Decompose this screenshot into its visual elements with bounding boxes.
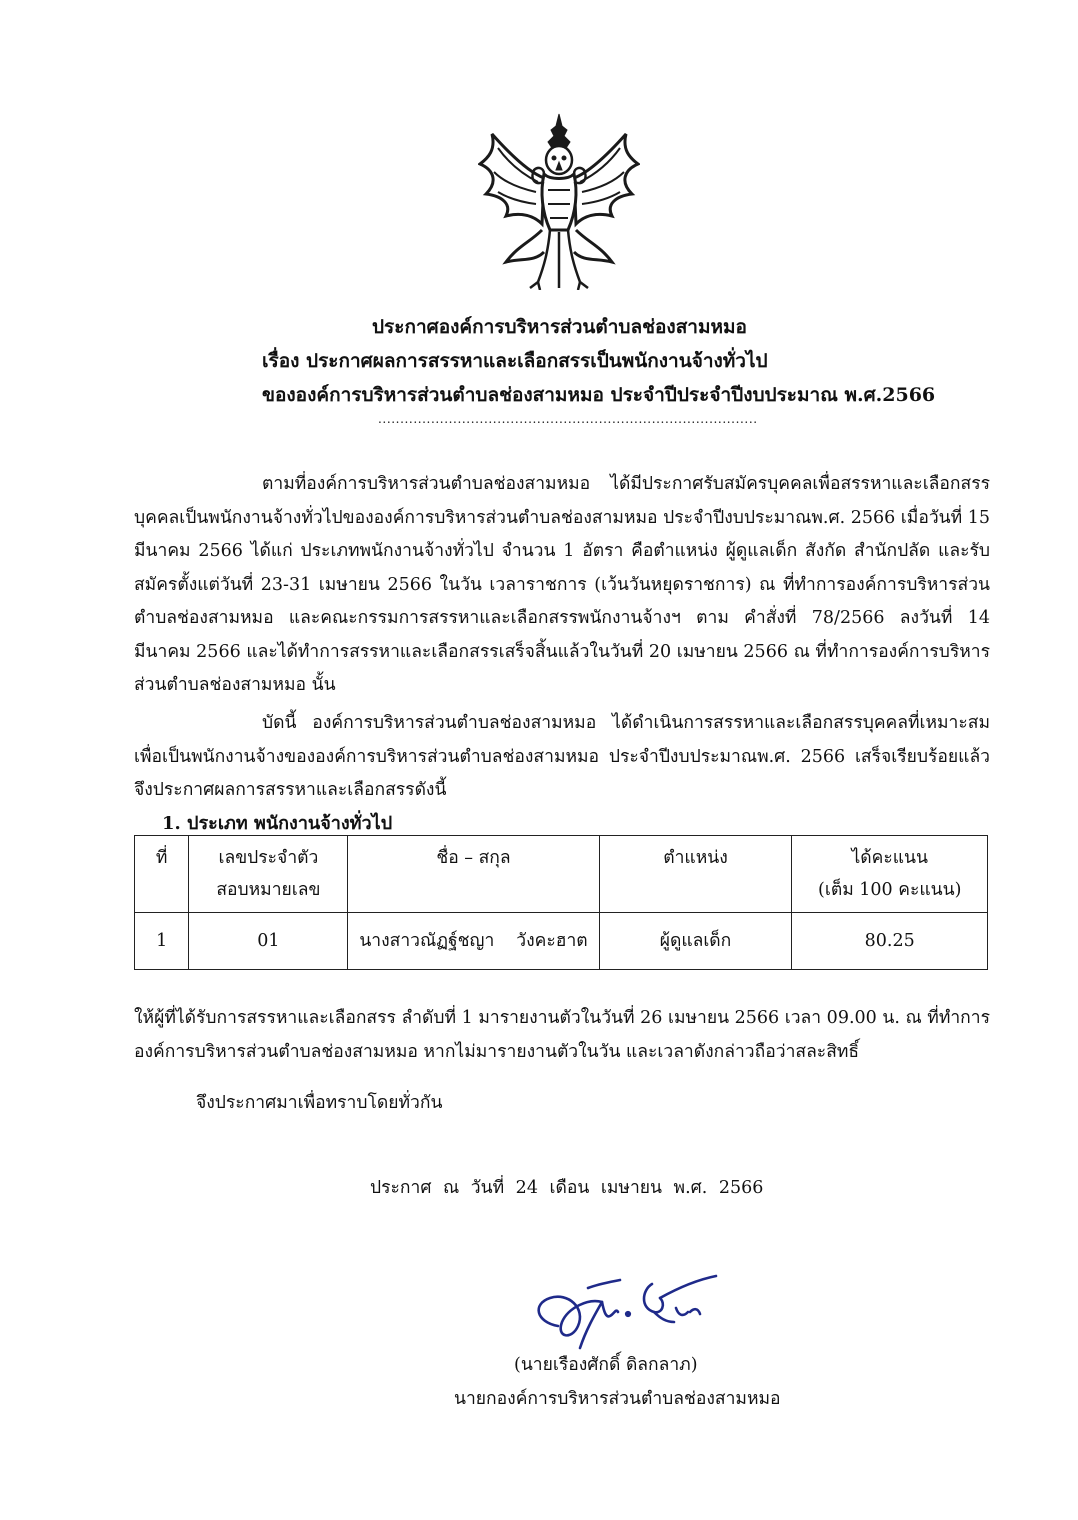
table-row xyxy=(135,913,988,970)
header-name: ชื่อ – สกุล xyxy=(348,836,599,913)
cell-name xyxy=(348,913,599,970)
body-paragraph-1: ตามที่องค์การบริหารส่วนตำบลช่องสามหมอ ได้มีประกาศรับสมัครบุคคลเพื่อสรรหาและเลือกสรรบุคคลเป็นพนักงานจ้างทั่วไปขององค์การบริหารส่วนตำบลช่องสามหมอ ประจำปีงบประมาณพ.ศ. 2566 เมื่อวันที่ 15 มีนาคม 2566 ได้แก่ ประเภทพนักงานจ้างทั่วไป จำนวน 1 อัตรา คือตำแหน่ง ผู้ดูแลเด็ก สังกัด สำนักปลัด และรับสมัครตั้งแต่วันที่ 23-31 เมษายน 2566 ในวัน เวลาราชการ (เว้นวันหยุดราชการ) ณ ที่ทำการองค์การบริหารส่วนตำบลช่องสามหมอ และคณะกรรมการสรรหาและเลือกสรรพนักงานจ้างฯ ตาม คำสั่งที่ 78/2566 ลงวันที่ 14 มีนาคม 2566 และได้ทำการสรรหาและเลือกสรรเสร็จสิ้นแล้วในวันที่ 20 เมษายน 2566 ณ ที่ทำการองค์การบริหารส่วนตำบลช่องสามหมอ นั้น xyxy=(134,474,990,695)
header-exam-id xyxy=(189,836,348,913)
results-table xyxy=(134,835,988,970)
signatory-title: นายกองค์การบริหารส่วนตำบลช่องสามหมอ xyxy=(454,1389,781,1409)
cell-last-name: วังคะฮาต xyxy=(516,931,588,951)
header-score-line2: (เต็ม 100 คะแนน) xyxy=(818,880,962,900)
cell-exam-id: 01 xyxy=(189,913,348,970)
closing-statement: จึงประกาศมาเพื่อทราบโดยทั่วกัน xyxy=(196,1093,443,1113)
header-position: ตำแหน่ง xyxy=(599,836,792,913)
header-score-line1: ได้คะแนน xyxy=(851,848,928,868)
signatory-name: (นายเรืองศักดิ์ ดิลกลาภ) xyxy=(514,1355,698,1375)
section-title: 1. ประเภท พนักงานจ้างทั่วไป xyxy=(162,813,393,834)
cell-position: ผู้ดูแลเด็ก xyxy=(599,913,792,970)
garuda-emblem xyxy=(478,112,640,290)
cell-no: 1 xyxy=(135,913,189,970)
body-paragraph-3: ให้ผู้ที่ได้รับการสรรหาและเลือกสรร ลำดับที่ 1 มารายงานตัวในวันที่ 26 เมษายน 2566 เวลา 09.00 น. ณ ที่ทำการองค์การบริหารส่วนตำบลช่องสามหมอ หากไม่มารายงานตัวในวัน และเวลาดังกล่าวถือว่าสละสิทธิ์ xyxy=(134,1008,990,1062)
header-exam-id-line2: สอบหมายเลข xyxy=(216,880,321,900)
cell-score: 80.25 xyxy=(792,913,988,970)
handwritten-signature xyxy=(528,1268,724,1360)
header-score xyxy=(792,836,988,913)
dotted-separator: ...................................................................................... xyxy=(378,412,758,426)
body-paragraph-2: บัดนี้ องค์การบริหารส่วนตำบลช่องสามหมอ ได้ดำเนินการสรรหาและเลือกสรรบุคคลที่เหมาะสมเพื่อเป็นพนักงานจ้างขององค์การบริหารส่วนตำบลช่องสามหมอ ประจำปีงบประมาณพ.ศ. 2566 เสร็จเรียบร้อยแล้ว จึงประกาศผลการสรรหาและเลือกสรรดังนี้ xyxy=(134,713,990,800)
table-header-row xyxy=(135,836,988,913)
announcement-date: ประกาศ ณ วันที่ 24 เดือน เมษายน พ.ศ. 2566 xyxy=(370,1178,764,1198)
announcement-subject-cont: ขององค์การบริหารส่วนตำบลช่องสามหมอ ประจำปีประจำปีงบประมาณ พ.ศ.2566 xyxy=(262,384,936,406)
header-exam-id-line1: เลขประจำตัว xyxy=(218,848,319,868)
announcement-subject: เรื่อง ประกาศผลการสรรหาและเลือกสรรเป็นพนักงานจ้างทั่วไป xyxy=(262,350,768,372)
cell-first-name: นางสาวณัฏฐ์ชญา xyxy=(359,931,495,951)
header-no: ที่ xyxy=(135,836,189,913)
announcement-header: ประกาศองค์การบริหารส่วนตำบลช่องสามหมอ xyxy=(372,316,747,338)
